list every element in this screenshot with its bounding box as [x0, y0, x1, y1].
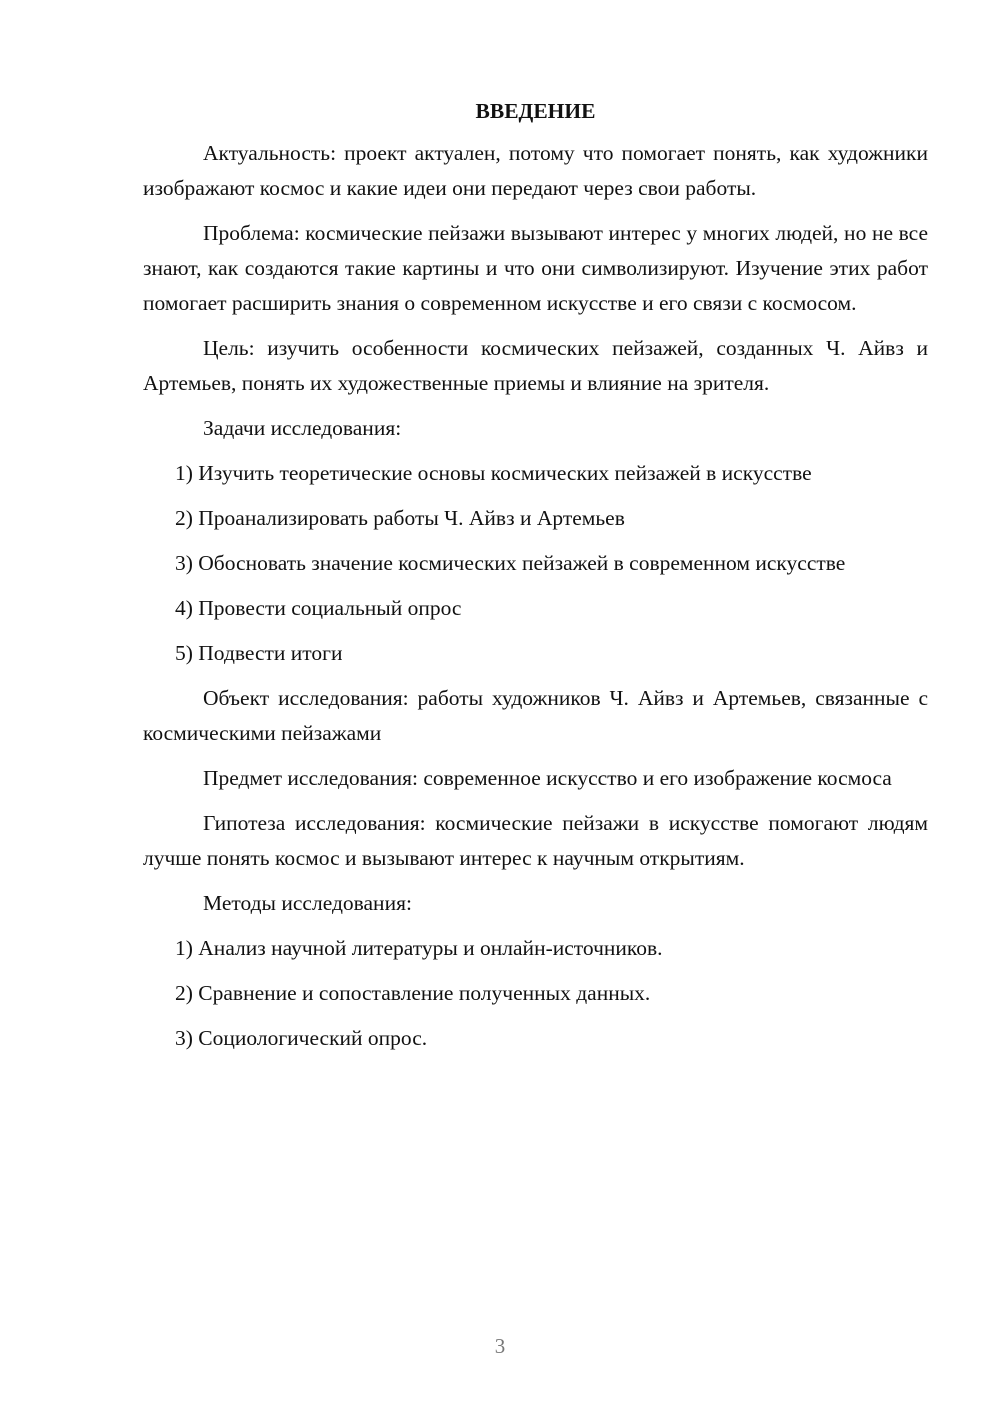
task-item-2: 2) Проанализировать работы Ч. Айвз и Артемьев	[175, 506, 625, 530]
method-item-2: 2) Сравнение и сопоставление полученных данных.	[175, 981, 651, 1005]
task-item-4: 4) Провести социальный опрос	[175, 596, 462, 620]
problem-paragraph: Проблема: космические пейзажи вызывают интерес у многих людей, но не все знают, как создаются такие картины и что они символизируют. Изучение этих работ помогает расширить знания о современном искусстве и его связи с космосом.	[143, 221, 928, 315]
subject-paragraph: Предмет исследования: современное искусство и его изображение космоса	[203, 766, 892, 790]
task-item-1: 1) Изучить теоретические основы космических пейзажей в искусстве	[175, 461, 812, 485]
methods-heading: Методы исследования:	[203, 891, 412, 915]
page-title: ВВЕДЕНИЕ	[475, 99, 596, 123]
hypothesis-paragraph: Гипотеза исследования: космические пейзажи в искусстве помогают людям лучше понять космос и вызывают интерес к научным открытиям.	[143, 811, 928, 870]
tasks-heading: Задачи исследования:	[203, 416, 402, 440]
method-item-3: 3) Социологический опрос.	[175, 1026, 428, 1050]
page-content	[143, 96, 928, 1066]
goal-paragraph: Цель: изучить особенности космических пейзажей, созданных Ч. Айвз и Артемьев, понять их художественные приемы и влияние на зрителя.	[143, 336, 928, 395]
task-item-3: 3) Обосновать значение космических пейзажей в современном искусстве	[175, 551, 846, 575]
page-number: 3	[494, 1334, 506, 1358]
object-paragraph: Объект исследования: работы художников Ч. Айвз и Артемьев, связанные с космическими пейзажами	[143, 686, 928, 745]
method-item-1: 1) Анализ научной литературы и онлайн-источников.	[175, 936, 663, 960]
relevance-paragraph: Актуальность: проект актуален, потому что помогает понять, как художники изображают космос и какие идеи они передают через свои работы.	[143, 141, 928, 200]
task-item-5: 5) Подвести итоги	[175, 641, 343, 665]
